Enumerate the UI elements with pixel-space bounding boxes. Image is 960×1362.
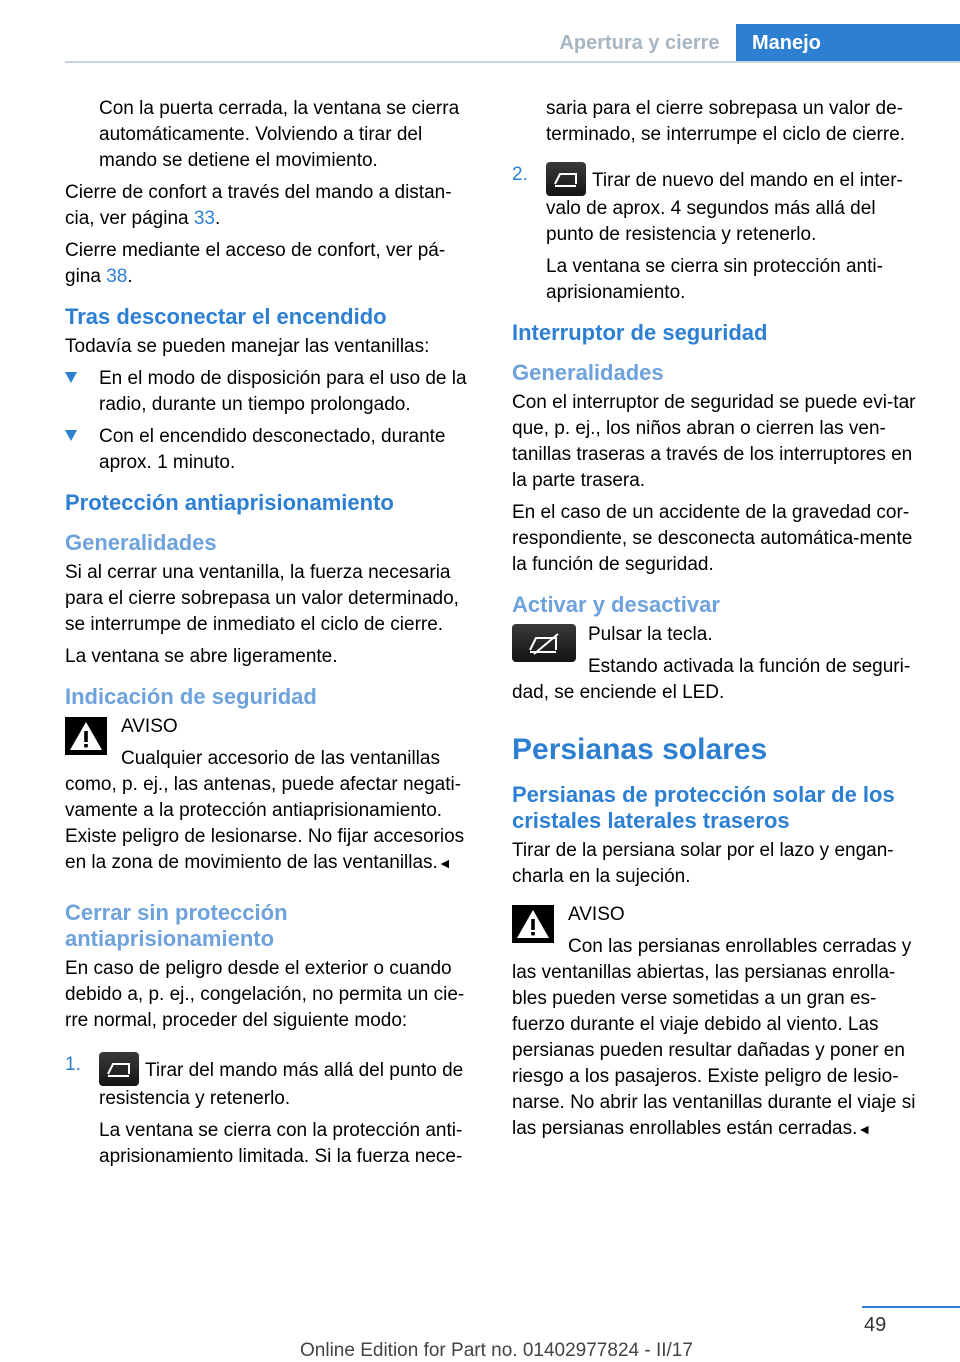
activate-block [512, 622, 926, 706]
heading-sunblinds: Persianas solares [512, 733, 768, 766]
warning-text-wrap [65, 746, 479, 876]
danger-paragraph: En caso de peligro desde el exterior o cuando debido a, p. ej., congelación, no permita un cie‐rre normal, proceder del siguiente modo: [65, 958, 465, 1031]
step-result: La ventana se cierra sin protección anti‐aprisionamiento. [546, 256, 883, 303]
step-item [65, 1052, 479, 1170]
heading-safety-switch: Interruptor de seguridad [512, 320, 768, 345]
list-item [65, 424, 479, 476]
warning-title: AVISO [568, 904, 625, 925]
bullet-triangle-icon [65, 430, 77, 441]
right-column [512, 96, 926, 1148]
page-link-38[interactable]: 38 [106, 266, 128, 287]
after-ignition-paragraph: Todavía se pueden manejar las ventanillas: [65, 336, 430, 357]
led-paragraph: Estando activada la función de seguri‐dad, se enciende el LED. [512, 656, 911, 703]
chapter-tab[interactable]: Manejo [736, 24, 960, 61]
heading-side-blinds: Persianas de protección solar de los cristales laterales traseros [512, 782, 895, 833]
heading-general: Generalidades [512, 360, 664, 385]
left-column [65, 96, 479, 1176]
page-number: 49 [864, 1314, 887, 1336]
bullet-triangle-icon [65, 372, 77, 383]
warning-triangle-icon [65, 717, 107, 755]
step-number: 1. [65, 1054, 81, 1075]
footer-rule [862, 1306, 960, 1308]
end-mark: ◄ [857, 1121, 872, 1137]
step-item [512, 162, 926, 306]
comfort-text-end: . [127, 266, 133, 287]
window-switch-icon [99, 1052, 139, 1086]
section-tab[interactable]: Apertura y cierre [559, 32, 720, 54]
step-number: 2. [512, 164, 528, 185]
remote-closing-paragraph [65, 180, 479, 232]
heading-pinch-protection: Protección antiaprisionamiento [65, 490, 394, 515]
heading-activate: Activar y desactivar [512, 592, 720, 617]
comfort-text: Cierre mediante el acceso de confort, ver pá‐gina [65, 240, 446, 287]
opens-paragraph: La ventana se abre ligeramente. [65, 646, 338, 667]
header-rule [65, 61, 960, 63]
edition-footer: Online Edition for Part no. 01402977824 - II/17 [300, 1340, 693, 1361]
heading-close-without-protection: Cerrar sin protección antiaprisionamiento [65, 900, 288, 951]
warning-text: Con las persianas enrollables cerradas y las ventanillas abiertas, las persianas enrolla‐bles pueden verse sometidas a un gran es‐fuerzo durante el viaje debido al viento. Las persianas pueden resultar dañadas y poner en riesgo a los pasajeros. Existe peligro de lesio‐narse. No abrir las ventanillas durante el viaje si las persianas enrollables están cerradas. [512, 936, 916, 1139]
remote-text: Cierre de confort a través del mando a distan‐cia, ver página [65, 182, 452, 229]
press-paragraph: Pulsar la tecla. [588, 624, 713, 645]
warning-triangle-icon [512, 905, 554, 943]
bullet-text: En el modo de disposición para el uso de la radio, durante un tiempo prolongado. [99, 368, 467, 415]
child-lock-switch-icon [512, 624, 576, 662]
list-item [65, 366, 479, 418]
step-result: La ventana se cierra con la protección anti‐aprisionamiento limitada. Si la fuerza nece‐ [99, 1120, 463, 1167]
accident-paragraph: En el caso de un accidente de la gravedad cor‐respondiente, se desconecta automática‐mente la función de seguridad. [512, 502, 913, 575]
heading-safety-note: Indicación de seguridad [65, 684, 317, 709]
remote-text-end: . [215, 208, 221, 229]
end-mark: ◄ [437, 855, 452, 871]
heading-after-ignition: Tras desconectar el encendido [65, 304, 387, 329]
step-text: Tirar de nuevo del mando en el inter‐valo de aprox. 4 segundos más allá del punto de resistencia y retenerlo. [546, 170, 903, 245]
pull-paragraph: Tirar de la persiana solar por el lazo y engan‐charla en la sujeción. [512, 840, 894, 887]
step-text: Tirar del mando más allá del punto de resistencia y retenerlo. [99, 1060, 464, 1109]
step1-continuation: saria para el cierre sobrepasa un valor de‐terminado, se interrumpe el ciclo de cierre. [546, 98, 906, 145]
page-link-33[interactable]: 33 [193, 208, 215, 229]
warning-block [65, 714, 479, 876]
switch-paragraph: Con el interruptor de seguridad se puede evi‐tar que, p. ej., los niños abran o cierren las ven‐tanillas traseras a través de los interruptores en la parte trasera. [512, 392, 916, 491]
heading-general: Generalidades [65, 530, 217, 555]
warning-title: AVISO [121, 716, 178, 737]
warning-block [512, 902, 926, 1142]
comfort-access-paragraph [65, 238, 479, 290]
bullet-text: Con el encendido desconectado, durante aprox. 1 minuto. [99, 426, 446, 473]
warning-text-wrap [512, 934, 926, 1142]
intro-paragraph: Con la puerta cerrada, la ventana se cierra automáticamente. Volviendo a tirar del mando se detiene el movimiento. [99, 98, 460, 171]
general-paragraph: Si al cerrar una ventanilla, la fuerza necesaria para el cierre sobrepasa un valor determinado, se interrumpe de inmediato el ciclo de cierre. [65, 562, 459, 635]
warning-text: Cualquier accesorio de las ventanillas como, p. ej., las antenas, puede afectar negati‐vamente a la protección antiaprisionamiento. Existe peligro de lesionarse. No fijar accesorios en la zona de movimiento de las ventanillas. [65, 748, 465, 873]
window-switch-icon [546, 162, 586, 196]
